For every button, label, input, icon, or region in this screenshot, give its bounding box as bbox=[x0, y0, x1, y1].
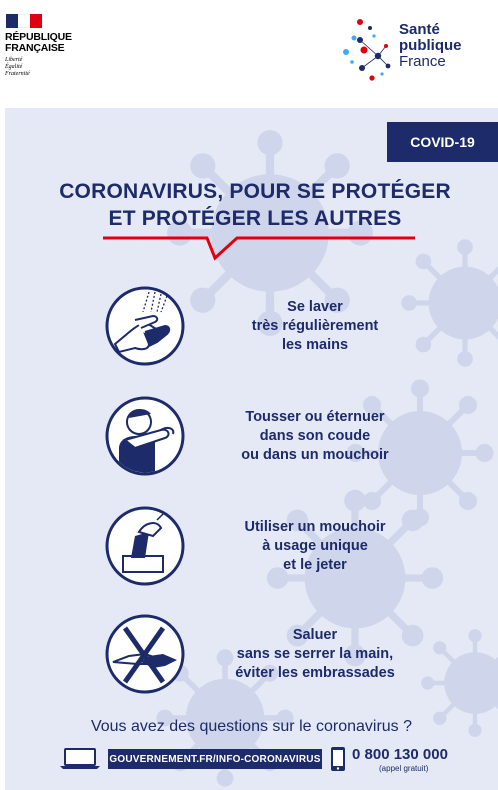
question-text: Vous avez des questions sur le coronavirus ? bbox=[90, 718, 413, 735]
advice-label: Saluer sans se serrer la main, éviter les embrassades bbox=[235, 626, 395, 681]
phone-note: (appel gratuit) bbox=[379, 764, 429, 773]
poster-panel bbox=[5, 108, 498, 790]
laptop-icon bbox=[60, 748, 100, 770]
title-line-2: ET PROTÉGER LES AUTRES bbox=[108, 207, 402, 230]
advice-label: Se laver très régulièrement les mains bbox=[251, 298, 379, 353]
handwashing-icon bbox=[105, 286, 185, 366]
covid-badge: COVID-19 bbox=[387, 122, 498, 162]
cough-elbow-icon bbox=[105, 396, 185, 476]
title-line-1: CORONAVIRUS, POUR SE PROTÉGER bbox=[59, 180, 451, 203]
info-url-link[interactable]: GOUVERNEMENT.FR/INFO-CORONAVIRUS bbox=[108, 749, 322, 769]
phone-number[interactable]: 0 800 130 000 bbox=[352, 746, 448, 763]
network-dots-icon bbox=[342, 18, 398, 88]
advice-label: Utiliser un mouchoir à usage unique et le jeter bbox=[244, 518, 386, 573]
contact-bar bbox=[60, 744, 480, 774]
tissue-box-icon bbox=[105, 506, 185, 586]
republic-name: RÉPUBLIQUE FRANÇAISE bbox=[5, 31, 72, 54]
republique-francaise-logo bbox=[5, 14, 72, 78]
phone-icon bbox=[330, 746, 346, 772]
header bbox=[0, 0, 498, 108]
no-handshake-icon bbox=[105, 614, 185, 694]
speech-underline-icon bbox=[103, 236, 415, 264]
advice-item-handwashing bbox=[105, 286, 495, 374]
advice-item-cough-elbow bbox=[105, 396, 495, 484]
advice-label: Tousser ou éternuer dans son coude ou dans un mouchoir bbox=[241, 408, 389, 463]
spf-wordmark: Santé publique France bbox=[399, 21, 462, 70]
french-flag-icon bbox=[6, 14, 42, 28]
page-title bbox=[25, 178, 485, 232]
sante-publique-france-logo bbox=[342, 18, 482, 88]
republic-motto: Liberté Égalité Fraternité bbox=[5, 57, 30, 77]
advice-item-no-handshake bbox=[105, 614, 495, 702]
advice-item-tissue bbox=[105, 506, 495, 594]
